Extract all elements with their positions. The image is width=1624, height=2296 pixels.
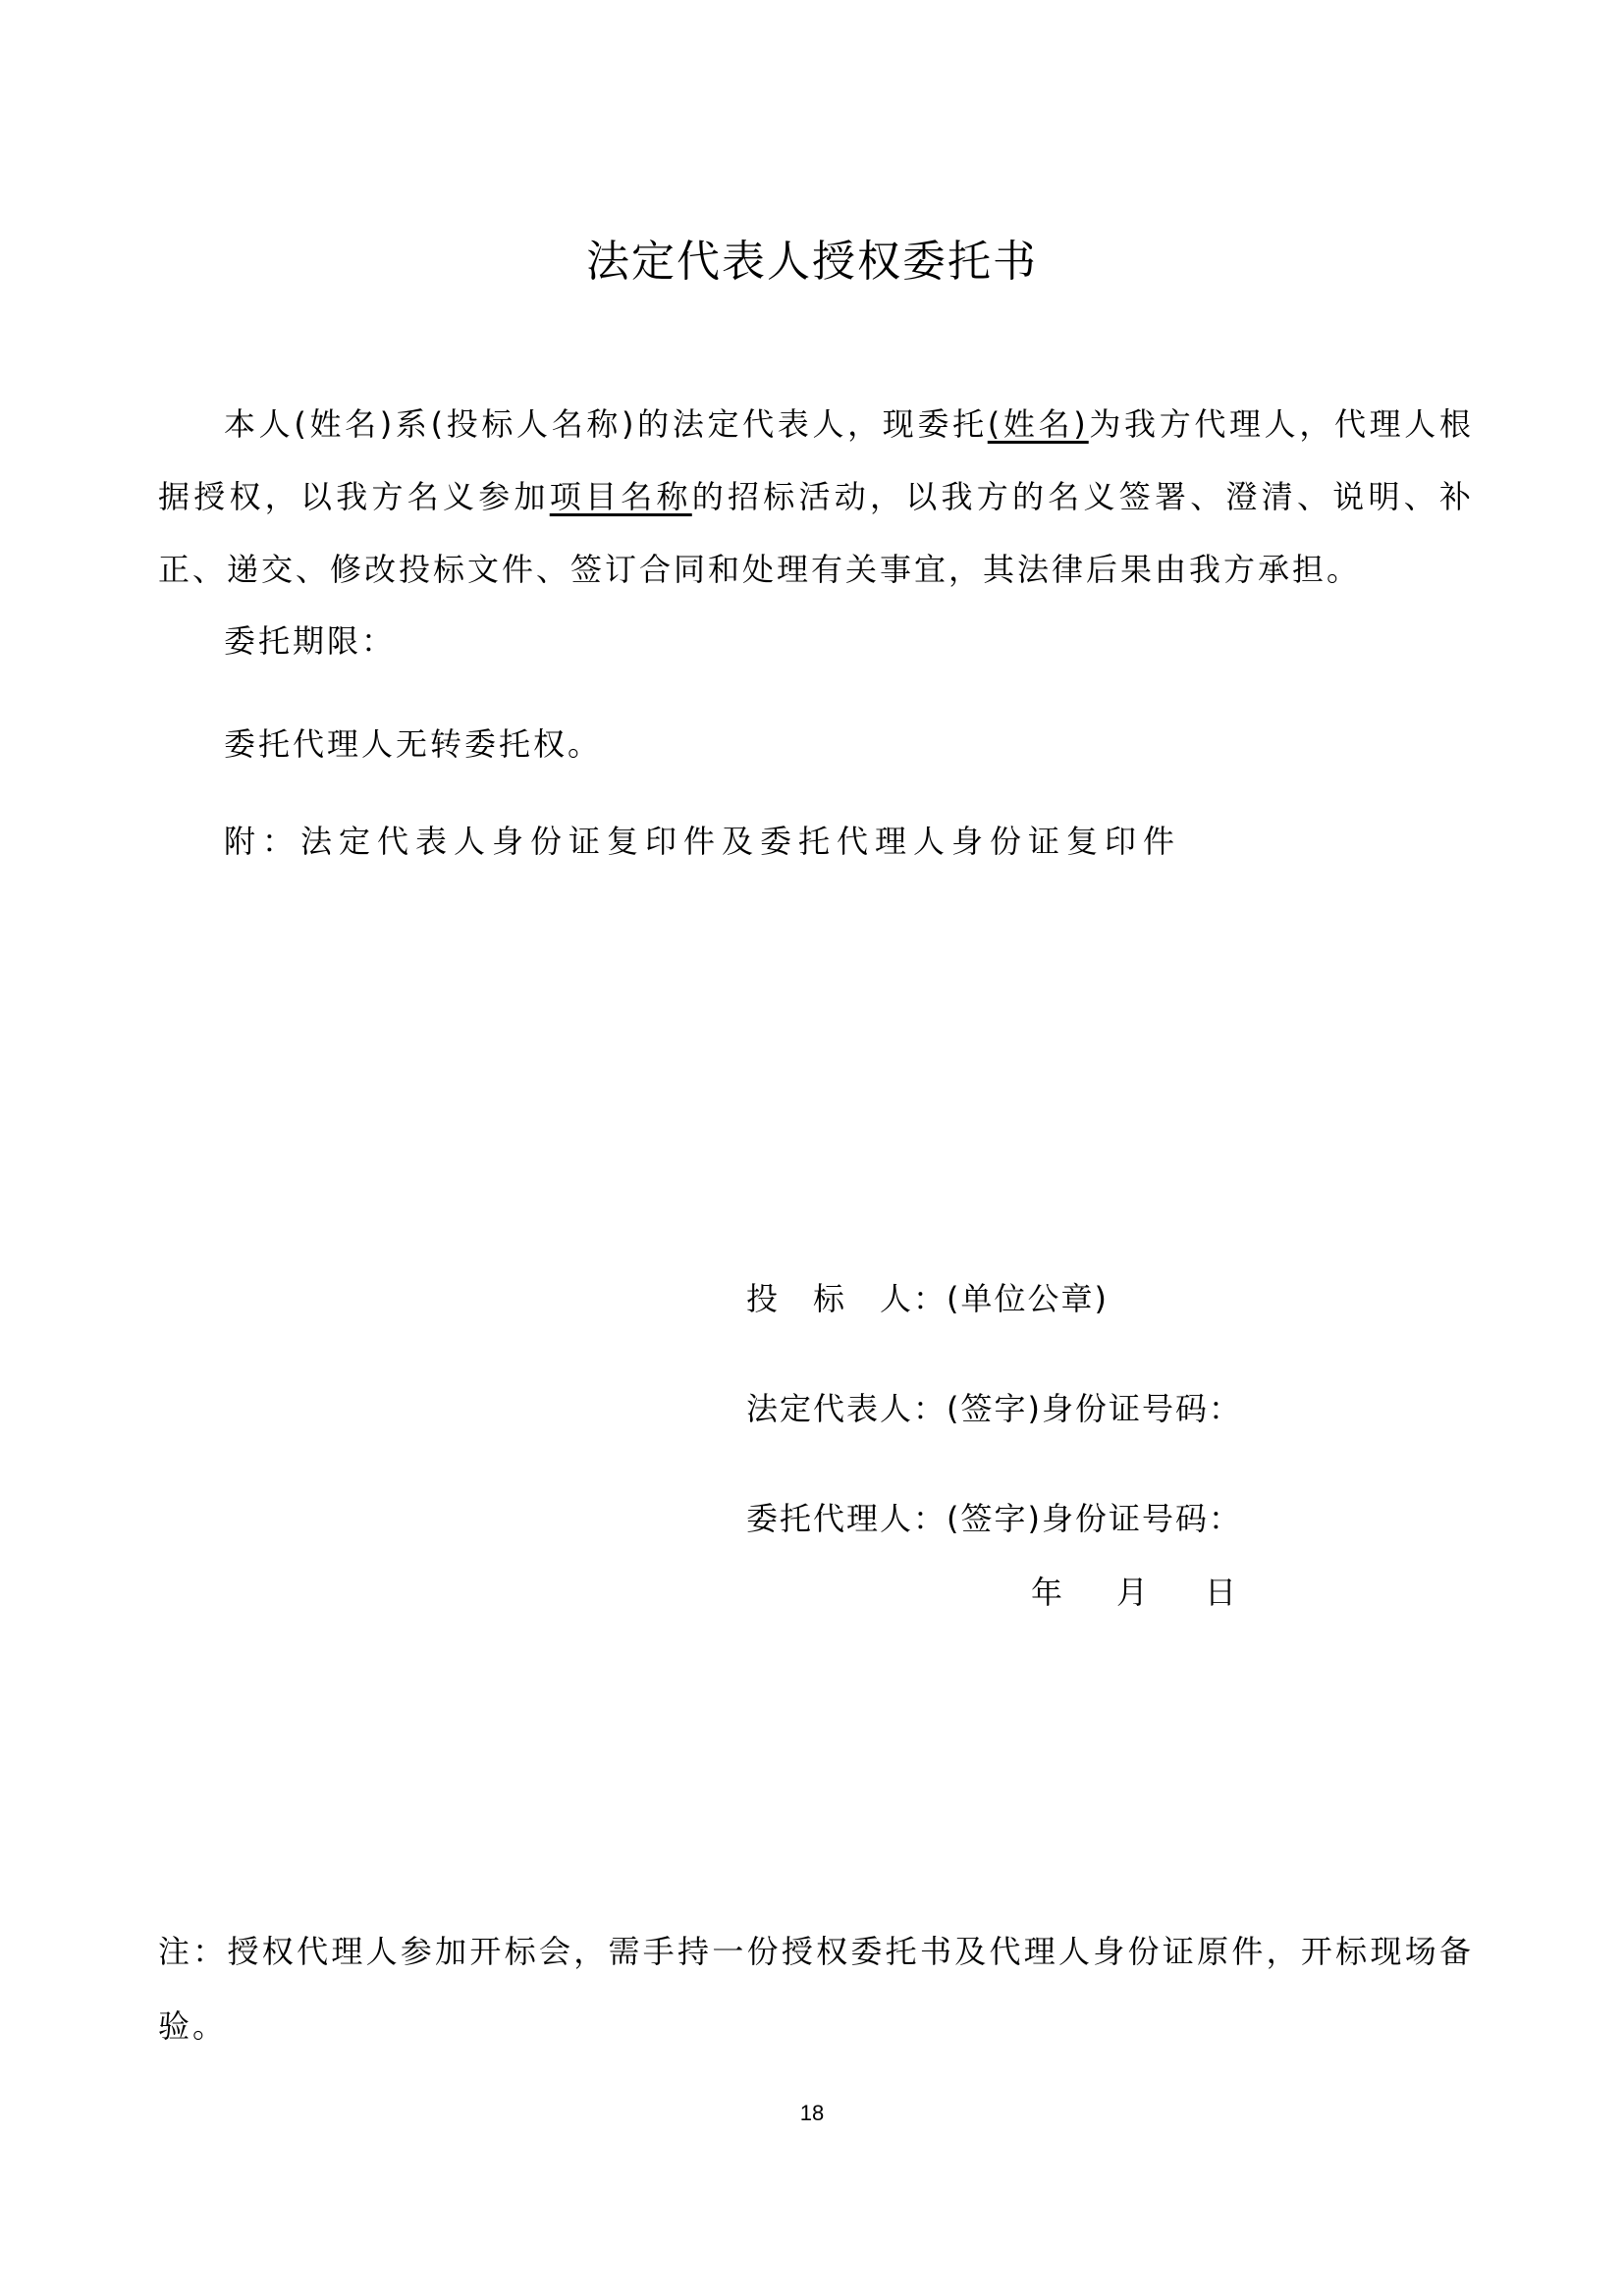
authorization-paragraph <box>158 388 1474 606</box>
date-year: 年 <box>1031 1574 1066 1611</box>
paragraph-part-2: 为我方代理人，代理人根据授权，以我方名义参加 <box>158 405 1474 515</box>
project-name-field: 项目名称 <box>549 478 692 515</box>
date-day: 日 <box>1205 1574 1240 1611</box>
attachment-note: 附：法定代表人身份证复印件及委托代理人身份证复印件 <box>224 823 1182 860</box>
date-month: 月 <box>1116 1574 1152 1611</box>
paragraph-part-3: 的招标活动，以我方的名义签署、澄清、说明、补正、递交、修改投标文件、签订合同和处理有关事宜，其法律后果由我方承担。 <box>158 478 1474 588</box>
page-number: 18 <box>799 2101 825 2125</box>
legal-rep-signature-line: 法定代表人：(签字)身份证号码： <box>746 1390 1242 1427</box>
document-title: 法定代表人授权委托书 <box>586 237 1038 287</box>
footnote: 注：授权代理人参加开标会，需手持一份授权委托书及代理人身份证原件，开标现场备验。 <box>158 1933 1474 2045</box>
agent-signature-line: 委托代理人：(签字)身份证号码： <box>746 1500 1242 1537</box>
bidder-signature-line: 投 标 人：(单位公章) <box>746 1280 1109 1317</box>
paragraph-part-1: 本人(姓名)系(投标人名称)的法定代表人，现委托 <box>224 405 988 443</box>
no-subdelegation-statement: 委托代理人无转委托权。 <box>224 725 603 763</box>
agent-name-field: (姓名) <box>987 405 1089 443</box>
term-label: 委托期限： <box>224 622 397 660</box>
